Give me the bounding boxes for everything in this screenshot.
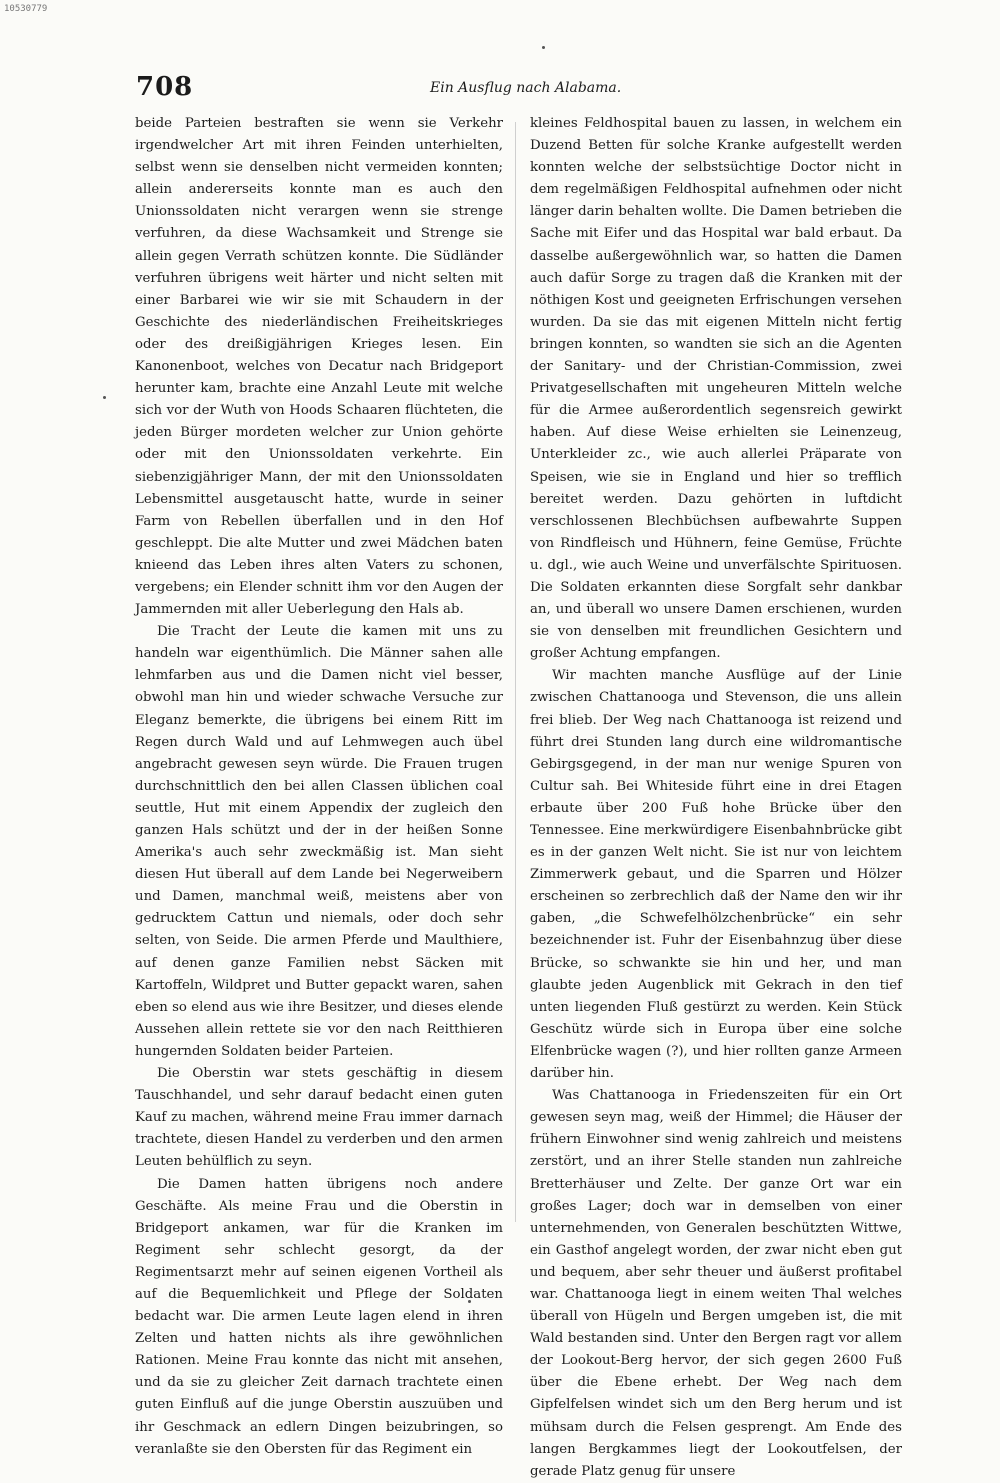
paragraph: kleines Feldhospital bauen zu lassen, in welchem ein Duzend Betten für solche Kranke aufgestellt werden konnten welche der selbstsüchtige Doctor nicht in dem regelmäßigen Feldhospital aufnehmen oder nicht länger darin behalten wollte. Die Damen betrieben die Sache mit Eifer und das Hospital war bald erbaut. Da dasselbe außergewöhnlich war, so hatten die Damen auch dafür Sorge zu tragen daß die Kranken mit der nöthigen Kost und geeigneten Erfrischungen versehen wurden. Da sie das mit eigenen Mitteln nicht fertig bringen konnten, so wandten sie sich an die Agenten der Sanitary- und der Christian-Commission, zwei Privatgesellschaften mit ungeheuren Mitteln welche für die Armee außerordentlich segensreich gewirkt haben. Auf diese Weise erhielten sie Leinenzeug, Unterkleider zc., wie auch allerlei Präparate von Speisen, wie sie in England und hier so trefflich bereitet werden. Dazu gehörten in luftdicht verschlossenen Blechbüchsen aufbewahrte Suppen von Rindfleisch und Hühnern, feine Gemüse, Früchte u. dgl., wie auch Weine und unverfälschte Spirituosen. Die Soldaten erkannten diese Sorgfalt sehr dankbar an, und überall wo unsere Damen erschienen, wurden sie von denselben mit freundlichen Gesichtern und großer Achtung empfangen. — [530, 116, 902, 662]
right-column — [530, 113, 902, 1483]
paragraph: Die Oberstin war stets geschäftig in diesem Tauschhandel, und sehr darauf bedacht einen guten Kauf zu machen, während meine Frau immer darnach trachtete, diesen Handel zu verderben und den armen Leuten behülflich zu seyn. — [135, 1066, 503, 1170]
paragraph: Wir machten manche Ausflüge auf der Linie zwischen Chattanooga und Stevenson, die uns allein frei blieb. Der Weg nach Chattanooga ist reizend und führt drei Stunden lang durch eine wildromantische Gebirgsgegend, in der man nur wenige Spuren von Cultur sah. Bei Whiteside führt eine in drei Etagen erbaute über 200 Fuß hohe Brücke über den Tennessee. Eine merkwürdigere Eisenbahnbrücke gibt es in der ganzen Welt nicht. Sie ist nur von leichtem Zimmerwerk gebaut, und die Sparren und Hölzer erscheinen so zerbrechlich daß der Name den wir ihr gaben, „die Schwefelhölzchenbrücke“ ein sehr bezeichnender ist. Fuhr der Eisenbahnzug über diese Brücke, so schwankte sie hin und her, und man glaubte jeden Augenblick mit Gekrach in den tief unten liegenden Fluß gestürzt zu werden. Kein Stück Geschütz würde sich in Europa über eine solche Elfenbrücke wagen (?), und hier rollten ganze Armeen darüber hin. — [530, 668, 902, 1082]
column-divider — [515, 122, 516, 1222]
paragraph: beide Parteien bestraften sie wenn sie Verkehr irgendwelcher Art mit ihren Feinden unterhielten, selbst wenn sie denselben nicht vermeiden konnten; allein andererseits konnte man es auch den Unionssoldaten nicht verargen wenn sie strenge verfuhren, da diese Wachsamkeit und Strenge sie allein gegen Verrath schützen konnte. Die Südländer verfuhren übrigens weit härter und nicht selten mit einer Barbarei wie wir sie mit Schaudern in der Geschichte des niederländischen Freiheitskrieges oder des dreißigjährigen Krieges lesen. Ein Kanonenboot, welches von Decatur nach Bridgeport herunter kam, brachte eine Anzahl Leute mit welche sich vor der Wuth von Hoods Schaaren flüchteten, die jeden Bürger mordeten welcher zur Union gehörte oder mit den Unionssoldaten verkehrte. Ein siebenzigjähriger Mann, der mit den Unionssoldaten Lebensmittel ausgetauscht hatte, wurde in seiner Farm von Rebellen überfallen und in den Hof geschleppt. Die alte Mutter und zwei Mädchen baten knieend das Leben ihres alten Vaters zu schonen, vergebens; ein Elender schnitt ihm vor den Augen der Jammernden mit aller Ueberlegung den Hals ab. — [135, 116, 503, 618]
paragraph: Die Tracht der Leute die kamen mit uns zu handeln war eigenthümlich. Die Männer sahen alle lehmfarben aus und die Damen nicht viel besser, obwohl man hin und wieder schwache Versuche zur Eleganz bemerkte, die übrigens bei einem Ritt im Regen durch Wald und auf Lehmwegen auch übel angebracht gewesen seyn würde. Die Frauen trugen durchschnittlich den bei allen Classen üblichen coal seuttle, Hut mit einem Appendix der zugleich den ganzen Hals schützt und der in der heißen Sonne Amerika's auch sehr zweckmäßig ist. Man sieht diesen Hut überall auf dem Lande bei Negerweibern und Damen, manchmal weiß, meistens aber von gedrucktem Cattun und niemals, oder doch sehr selten, von Seide. Die armen Pferde und Maulthiere, auf denen ganze Familien nebst Säcken mit Kartoffeln, Wildpret und Butter gepackt waren, sahen eben so elend aus wie ihre Besitzer, und dieses elende Aussehen allein rettete sie vor den nach Reitthieren hungernden Soldaten beider Parteien. — [135, 624, 503, 1059]
left-column — [135, 113, 503, 1461]
running-title: Ein Ausflug nach Alabama. — [430, 80, 622, 96]
paragraph: Was Chattanooga in Friedenszeiten für ein Ort gewesen seyn mag, weiß der Himmel; die Häuser der frühern Einwohner sind wenig zahlreich und meistens zerstört, und an ihrer Stelle standen nun zahlreiche Bretterhäuser und Zelte. Der ganze Ort war ein großes Lager; doch war in demselben von einer unternehmenden, von Generalen beschützten Wittwe, ein Gasthof angelegt worden, der zwar nicht eben gut und bequem, aber sehr theuer und äußerst profitabel war. Chattanooga liegt in einem weiten Thal welches überall von Hügeln und Bergen umgeben ist, die mit Wald bestanden sind. Unter den Bergen ragt vor allem der Lookout-Berg hervor, der sich gegen 2600 Fuß über die Ebene erhebt. Der Weg nach dem Gipfelfelsen windet sich um den Berg herum und ist mühsam durch die Felsen gesprengt. Am Ende des langen Bergkammes liegt der Lookoutfelsen, der gerade Platz genug für unsere — [530, 1088, 902, 1479]
speck-mark — [103, 396, 106, 399]
paragraph: Die Damen hatten übrigens noch andere Geschäfte. Als meine Frau und die Oberstin in Bridgeport ankamen, war für die Kranken im Regiment sehr schlecht gesorgt, da der Regimentsarzt mehr auf seinen eigenen Vortheil als auf die Bequemlichkeit und Pflege der Soldaten bedacht war. Die armen Leute lagen elend in ihren Zelten und hatten nichts als ihre gewöhnlichen Rationen. Meine Frau konnte das nicht mit ansehen, und da sie zu gleicher Zeit darnach trachtete einen guten Einfluß auf die junge Oberstin auszuüben und ihr Geschmack an edlern Dingen beizubringen, so veranlaßte sie den Obersten für das Regiment ein — [135, 1176, 503, 1457]
archive-stamp: 10530779 — [4, 4, 48, 14]
speck-mark — [542, 46, 545, 49]
page-number: 708 — [136, 72, 194, 102]
